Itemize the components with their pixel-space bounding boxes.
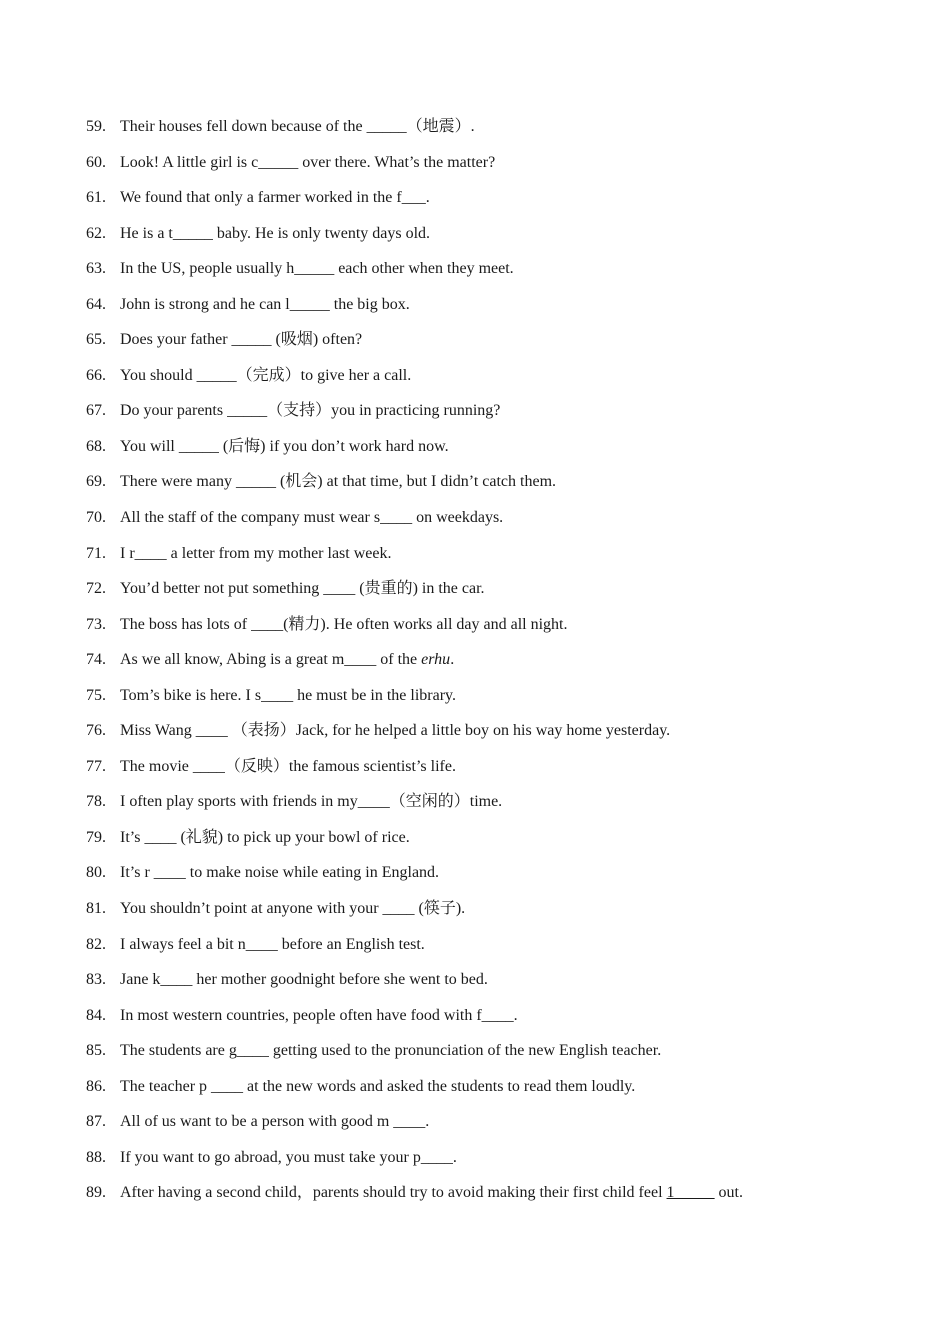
question-text: You should _____（完成）to give her a call.	[120, 366, 412, 384]
question-item	[86, 684, 886, 720]
question-item	[86, 1181, 886, 1217]
question-text: If you want to go abroad, you must take your p____.	[120, 1148, 457, 1166]
question-item	[86, 861, 886, 897]
question-text: There were many _____ (机会) at that time, but I didn’t catch them.	[120, 473, 557, 491]
question-number: 88.	[86, 1148, 106, 1166]
question-number: 73.	[86, 615, 106, 633]
question-number: 86.	[86, 1077, 106, 1095]
question-item	[86, 115, 886, 151]
question-item	[86, 399, 886, 435]
question-number: 64.	[86, 295, 106, 313]
question-text: In most western countries, people often have food with f____.	[120, 1006, 518, 1024]
question-number: 83.	[86, 971, 106, 989]
question-item	[86, 648, 886, 684]
question-text-start: After having a second child，parents should try to avoid making their first child feel	[120, 1184, 667, 1202]
question-text: I always feel a bit n____ before an English test.	[120, 935, 425, 953]
question-item	[86, 435, 886, 471]
question-text: Does your father _____ (吸烟) often?	[120, 331, 363, 349]
question-item	[86, 790, 886, 826]
question-text: John is strong and he can l_____ the big box.	[120, 295, 410, 313]
question-text	[120, 1184, 743, 1201]
question-number: 85.	[86, 1042, 106, 1060]
question-number: 65.	[86, 331, 106, 349]
question-number: 63.	[86, 260, 106, 278]
question-item	[86, 470, 886, 506]
question-item	[86, 1004, 886, 1040]
question-text: Look! A little girl is c_____ over there. What’s the matter?	[120, 153, 496, 171]
question-number: 68.	[86, 437, 106, 455]
question-text: You’d better not put something ____ (贵重的) in the car.	[120, 580, 485, 598]
question-text-end: out.	[714, 1184, 743, 1202]
question-text: You will _____ (后悔) if you don’t work hard now.	[120, 437, 449, 455]
question-text: He is a t_____ baby. He is only twenty days old.	[120, 224, 431, 242]
question-text: In the US, people usually h_____ each other when they meet.	[120, 260, 514, 278]
question-item	[86, 1110, 886, 1146]
question-number: 67.	[86, 402, 106, 420]
question-item	[86, 222, 886, 258]
question-text: All the staff of the company must wear s____ on weekdays.	[120, 509, 504, 527]
question-number: 81.	[86, 900, 106, 918]
question-item	[86, 1039, 886, 1075]
question-list	[86, 115, 886, 1217]
question-text: The teacher p ____ at the new words and asked the students to read them loudly.	[120, 1077, 636, 1095]
question-number: 59.	[86, 118, 106, 135]
question-item	[86, 257, 886, 293]
question-number: 75.	[86, 686, 106, 704]
question-item	[86, 1146, 886, 1182]
question-text: Do your parents _____（支持）you in practicing running?	[120, 402, 501, 420]
question-text: Miss Wang ____ （表扬）Jack, for he helped a little boy on his way home yesterday.	[120, 722, 671, 740]
question-number: 60.	[86, 153, 106, 171]
question-item	[86, 364, 886, 400]
question-number: 84.	[86, 1006, 106, 1024]
italic-term: erhu	[421, 651, 451, 669]
question-number: 77.	[86, 757, 106, 775]
question-item	[86, 506, 886, 542]
question-text: It’s r ____ to make noise while eating in England.	[120, 864, 440, 882]
question-text: Their houses fell down because of the _____（地震）.	[120, 118, 475, 135]
question-text	[120, 651, 454, 668]
question-number: 78.	[86, 793, 106, 811]
question-number: 79.	[86, 828, 106, 846]
question-item	[86, 293, 886, 329]
question-item	[86, 719, 886, 755]
question-item	[86, 577, 886, 613]
underlined-blank: 1_____	[666, 1184, 715, 1202]
question-item	[86, 186, 886, 222]
question-number: 62.	[86, 224, 106, 242]
question-item	[86, 755, 886, 791]
question-item	[86, 1075, 886, 1111]
question-item	[86, 933, 886, 969]
question-item	[86, 542, 886, 578]
question-text-end: .	[450, 651, 455, 669]
question-text: You shouldn’t point at anyone with your ____ (筷子).	[120, 900, 466, 918]
question-number: 70.	[86, 509, 106, 527]
question-number: 89.	[86, 1184, 106, 1202]
question-text: Jane k____ her mother goodnight before she went to bed.	[120, 971, 488, 989]
question-item	[86, 826, 886, 862]
question-text: Tom’s bike is here. I s____ he must be in the library.	[120, 686, 456, 704]
question-number: 82.	[86, 935, 106, 953]
question-text: All of us want to be a person with good m ____.	[120, 1113, 430, 1131]
question-item	[86, 968, 886, 1004]
question-text: The movie ____（反映）the famous scientist’s life.	[120, 757, 456, 775]
question-text-start: As we all know, Abing is a great m____ of the	[120, 651, 422, 669]
question-item	[86, 613, 886, 649]
question-text: The boss has lots of ____(精力). He often works all day and all night.	[120, 615, 568, 633]
question-item	[86, 328, 886, 364]
question-number: 69.	[86, 473, 106, 491]
question-number: 74.	[86, 651, 106, 669]
question-item	[86, 151, 886, 187]
question-number: 87.	[86, 1113, 106, 1131]
question-text: It’s ____ (礼貌) to pick up your bowl of rice.	[120, 828, 410, 846]
question-number: 72.	[86, 580, 106, 598]
question-number: 66.	[86, 366, 106, 384]
question-number: 71.	[86, 544, 106, 562]
question-number: 76.	[86, 722, 106, 740]
question-text: The students are g____ getting used to the pronunciation of the new English teacher.	[120, 1042, 662, 1060]
question-text: I r____ a letter from my mother last week.	[120, 544, 392, 562]
question-text: We found that only a farmer worked in the f___.	[120, 189, 430, 207]
question-number: 61.	[86, 189, 106, 207]
question-item	[86, 897, 886, 933]
question-text: I often play sports with friends in my____（空闲的）time.	[120, 793, 503, 811]
question-number: 80.	[86, 864, 106, 882]
